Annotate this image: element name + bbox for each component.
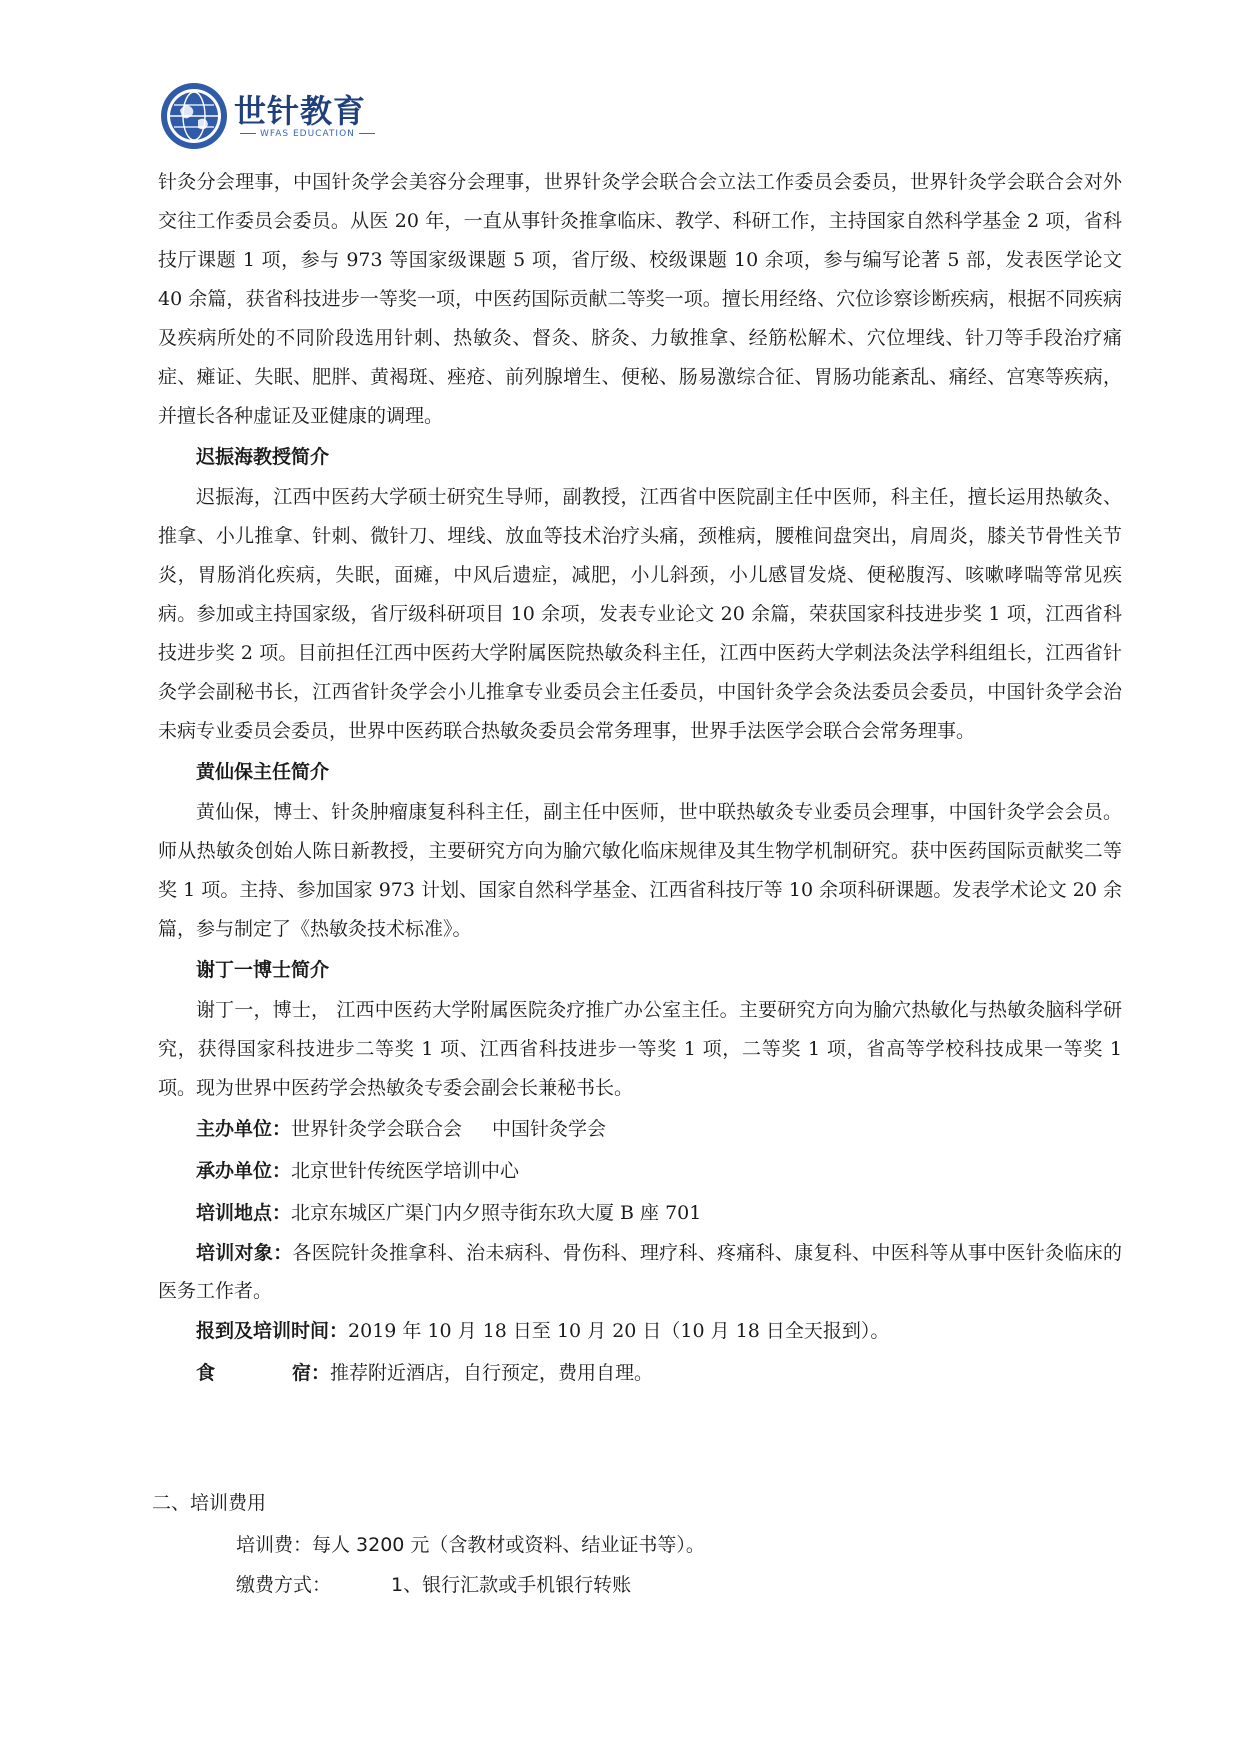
location-row	[158, 1192, 1122, 1234]
fee-line: 培训费：每人 3200 元（含教材或资料、结业证书等）。	[236, 1534, 705, 1556]
logo-title: 世针教育	[234, 92, 367, 130]
intro-paragraph: 针灸分会理事，中国针灸学会美容分会理事，世界针灸学会联合会立法工作委员会委员，世界针灸学会联合会对外交往工作委员会委员。从医 20 年，一直从事针灸推拿临床、教学、科研工作，主持国家自然科学基金 2 项，省科技厅课题 1 项，参与 973 等国家级课题 5 项，省厅级、校级课题 10 余项，参与编写论著 5 部，发表医学论文 40 余篇，获省科技进步一等奖一项，中医药国际贡献二等奖一项。擅长用经络、穴位诊察诊断疾病，根据不同疾病及疾病所处的不同阶段选用针刺、热敏灸、督灸、脐灸、力敏推拿、经筋松解术、穴位埋线、针刀等手段治疗痛症、瘫证、失眠、肥胖、黄褐斑、痤疮、前列腺增生、便秘、肠易激综合征、胃肠功能紊乱、痛经、宫寒等疾病，并擅长各种虚证及亚健康的调理。	[158, 171, 1122, 427]
lodging-label-stay: 宿：	[292, 1362, 331, 1384]
time-value: 2019 年 10 月 18 日至 10 月 20 日（10 月 18 日全天报到）。	[348, 1320, 890, 1342]
host-value-1: 世界针灸学会联合会	[291, 1118, 463, 1140]
organizer-value: 北京世针传统医学培训中心	[291, 1160, 520, 1182]
logo-subtitle: WFAS EDUCATION	[236, 129, 379, 139]
audience-value: 各医院针灸推拿科、治未病科、骨伤科、理疗科、疼痛科、康复科、中医科等从事中医针灸临床的医务工作者。	[158, 1242, 1122, 1302]
time-label: 报到及培训时间：	[196, 1320, 349, 1342]
globe-logo-icon	[158, 80, 230, 152]
audience-label: 培训对象：	[196, 1242, 293, 1264]
profile-heading-xie: 谢丁一博士简介	[196, 959, 330, 981]
host-row	[158, 1108, 1122, 1150]
profile-body-chi: 迟振海，江西中医药大学硕士研究生导师，副教授，江西省中医院副主任中医师，科主任，擅长运用热敏灸、推拿、小儿推拿、针刺、微针刀、埋线、放血等技术治疗头痛，颈椎病，腰椎间盘突出，肩周炎，膝关节骨性关节炎，胃肠消化疾病，失眠，面瘫，中风后遗症，减肥，小儿斜颈，小儿感冒发烧、便秘腹泻、咳嗽哮喘等常见疾病。参加或主持国家级，省厅级科研项目 10 余项，发表专业论文 20 余篇，荣获国家科技进步奖 1 项，江西省科技进步奖 2 项。目前担任江西中医药大学附属医院热敏灸科主任，江西中医药大学刺法灸法学科组组长，江西省针灸学会副秘书长，江西省针灸学会小儿推拿专业委员会主任委员，中国针灸学会灸法委员会委员，中国针灸学会治未病专业委员会委员，世界中医药联合热敏灸委员会常务理事，世界手法医学会联合会常务理事。	[158, 486, 1122, 742]
host-value-2: 中国针灸学会	[492, 1118, 607, 1140]
payment-method: 1、银行汇款或手机银行转账	[391, 1574, 632, 1596]
lodging-label-food: 食	[196, 1362, 216, 1384]
payment-label: 缴费方式：	[236, 1574, 332, 1596]
fees-section-title: 二、培训费用	[152, 1492, 267, 1514]
organizer-row	[158, 1150, 1122, 1192]
time-row	[158, 1310, 1122, 1352]
lodging-row	[158, 1352, 1122, 1394]
organizer-label: 承办单位：	[196, 1160, 292, 1182]
audience-row	[158, 1234, 1122, 1310]
profile-body-huang: 黄仙保，博士、针灸肿瘤康复科科主任，副主任中医师，世中联热敏灸专业委员会理事，中国针灸学会会员。师从热敏灸创始人陈日新教授，主要研究方向为腧穴敏化临床规律及其生物学机制研究。获中医药国际贡献奖二等奖 1 项。主持、参加国家 973 计划、国家自然科学基金、江西省科技厅等 10 余项科研课题。发表学术论文 20 余篇，参与制定了《热敏灸技术标准》。	[158, 801, 1122, 940]
lodging-value: 推荐附近酒店，自行预定，费用自理。	[330, 1362, 654, 1384]
profile-body-xie: 谢丁一，博士， 江西中医药大学附属医院灸疗推广办公室主任。主要研究方向为腧穴热敏化与热敏灸脑科学研究，获得国家科技进步二等奖 1 项、江西省科技进步一等奖 1 项，二等奖 1 项，省高等学校科技成果一等奖 1 项。现为世界中医药学会热敏灸专委会副会长兼秘书长。	[158, 999, 1122, 1099]
location-label: 培训地点：	[196, 1202, 292, 1224]
logo	[158, 80, 458, 152]
payment-row	[236, 1565, 631, 1605]
profile-heading-huang: 黄仙保主任简介	[196, 761, 330, 783]
host-label: 主办单位：	[196, 1118, 292, 1140]
location-value: 北京东城区广渠门内夕照寺街东玖大厦 B 座 701	[291, 1202, 702, 1224]
profile-heading-chi: 迟振海教授简介	[196, 446, 330, 468]
document-body	[158, 163, 1122, 1394]
